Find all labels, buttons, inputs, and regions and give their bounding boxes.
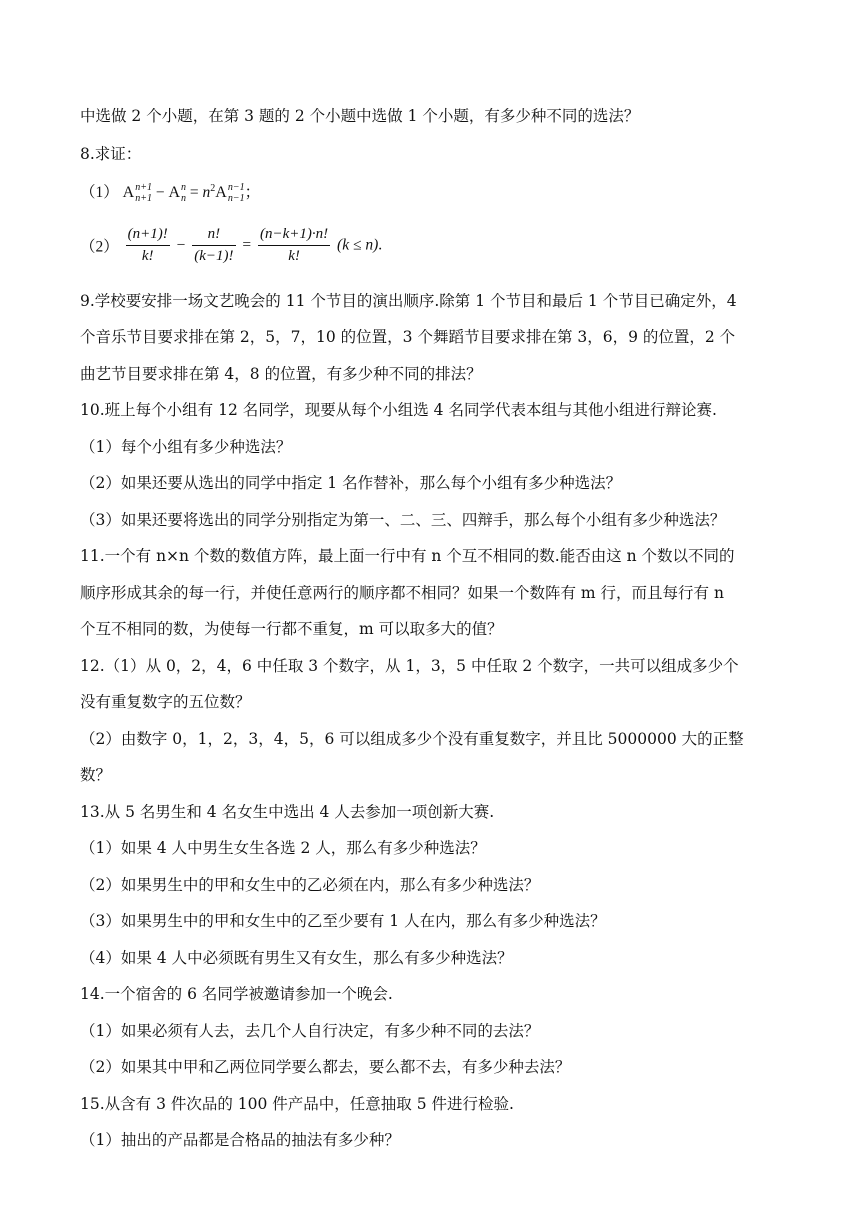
question-11-cont: 个互不相同的数，为使每一行都不重复，m 可以取多大的值？ (80, 620, 503, 638)
perm-sup: n (181, 182, 187, 194)
perm-sup: n−1 (227, 182, 245, 194)
question-13-2: （2）如果男生中的甲和女生中的乙必须在内，那么有多少种选法？ (80, 876, 540, 894)
question-12: 12.（1）从 0，2，4，6 中任取 3 个数字，从 1，3，5 中任取 2 个数字，一共可以组成多少个 (80, 657, 739, 675)
question-13-3: （3）如果男生中的甲和女生中的乙至少要有 1 人在内，那么有多少种选法？ (80, 912, 606, 930)
formula-label: （2） (80, 238, 119, 256)
question-13: 13.从 5 名男生和 4 名女生中选出 4 人去参加一项创新大赛. (80, 803, 495, 821)
perm-sub: n (181, 193, 187, 205)
text-line: 中选做 2 个小题，在第 3 题的 2 个小题中选做 1 个小题，有多少种不同的选法？ (80, 107, 640, 125)
formula-label: （1） (80, 184, 119, 201)
question-14-1: （1）如果必须有人去，去几个人自行决定，有多少种不同的去法？ (80, 1022, 540, 1040)
question-15: 15.从含有 3 件次品的 100 件产品中，任意抽取 5 件进行检验. (80, 1095, 514, 1113)
perm-sup: n+1 (135, 182, 152, 194)
variable-n: n (202, 184, 211, 201)
question-10-1: （1）每个小组有多少种选法？ (80, 438, 292, 456)
question-8: 8.求证： (80, 145, 142, 163)
period: . (378, 236, 383, 254)
perm-symbol: A (215, 184, 227, 201)
minus-sign: − (176, 236, 186, 254)
fraction: $\frac{n!}{(k-1)!}$ (194, 226, 234, 264)
semicolon: ； (244, 184, 261, 201)
question-12-2-cont: 数？ (80, 766, 112, 784)
question-11-cont: 顺序形成其余的每一行，并使任意两行的顺序都不相同？如果一个数阵有 m 行，而且每行有 n (80, 584, 724, 602)
question-12-cont: 没有重复数字的五位数？ (80, 693, 251, 711)
fraction: $\frac{(n+1)!}{k!}$ (127, 226, 168, 264)
question-9: 9.学校要安排一场文艺晚会的 11 个节目的演出顺序.除第 1 个节目和最后 1 个节目已确定外，4 (80, 292, 737, 310)
question-14: 14.一个宿舍的 6 名同学被邀请参加一个晚会. (80, 985, 393, 1003)
formula-8-2 (80, 226, 382, 265)
equals-sign: = (242, 236, 252, 254)
fraction: $\frac{(n-k+1)\cdot n!}{k!}$ (260, 226, 329, 264)
question-10-3: （3）如果还要将选出的同学分别指定为第一、二、三、四辩手，那么每个小组有多少种选法？ (80, 511, 726, 529)
perm-sub: n+1 (135, 193, 152, 205)
question-12-2: （2）由数字 0，1，2，3，4，5，6 可以组成多少个没有重复数字，并且比 5000000 大的正整 (80, 730, 744, 748)
condition: (k ≤ n) (337, 236, 379, 254)
formula-8-1 (80, 180, 260, 204)
perm-symbol: A (168, 184, 181, 201)
question-10: 10.班上每个小组有 12 名同学，现要从每个小组选 4 名同学代表本组与其他小组进行辩论赛. (80, 401, 717, 419)
question-9-cont: 曲艺节目要求排在第 4，8 的位置，有多少种不同的排法？ (80, 365, 482, 383)
question-15-1: （1）抽出的产品都是合格品的抽法有多少种？ (80, 1131, 400, 1149)
question-13-1: （1）如果 4 人中男生女生各选 2 人，那么有多少种选法？ (80, 839, 486, 857)
minus-sign: − (155, 184, 165, 201)
exponent: 2 (210, 182, 216, 194)
equals-sign: = (189, 184, 199, 201)
perm-sub: n−1 (227, 193, 245, 205)
question-11: 11.一个有 n×n 个数的数值方阵，最上面一行中有 n 个互不相同的数.能否由这 n 个数以不同的 (80, 547, 735, 565)
perm-symbol: A (122, 184, 135, 201)
question-10-2: （2）如果还要从选出的同学中指定 1 名作替补，那么每个小组有多少种选法？ (80, 474, 622, 492)
question-13-4: （4）如果 4 人中必须既有男生又有女生，那么有多少种选法？ (80, 949, 513, 967)
question-9-cont: 个音乐节目要求排在第 2，5，7，10 的位置，3 个舞蹈节目要求排在第 3，6，9 的位置，2 个 (80, 328, 736, 346)
question-14-2: （2）如果其中甲和乙两位同学要么都去，要么都不去，有多少种去法？ (80, 1058, 571, 1076)
